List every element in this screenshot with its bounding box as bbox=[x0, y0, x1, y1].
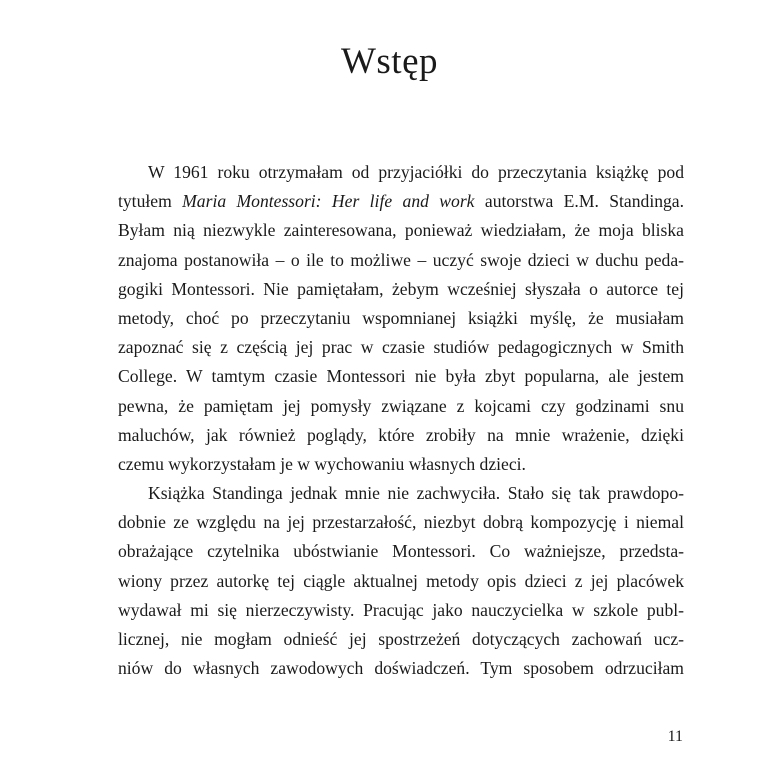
text-line: znajoma postanowiła – o ile to możliwe – uczyć swoje dzieci w duchu peda- bbox=[118, 249, 684, 270]
text-line: obrażające czytelnika ubóstwianie Montessori. Co ważniejsze, przedsta- bbox=[118, 541, 684, 562]
text-line: W 1961 roku otrzymałam od przyjaciółki do przeczytania książkę pod bbox=[148, 162, 684, 182]
paragraph-1 bbox=[88, 158, 684, 479]
text-line: wydawał mi się nierzeczywisty. Pracując jako nauczycielka w szkole publ- bbox=[118, 599, 684, 620]
text-line: dobnie ze względu na jej przestarzałość, niezbyt dobrą kompozycję i niemal bbox=[118, 512, 684, 533]
text-line: niów do własnych zawodowych doświadczeń. Tym sposobem odrzuciłam bbox=[118, 658, 684, 679]
text-line: maluchów, jak również poglądy, które zrobiły na mnie wrażenie, dzięki bbox=[118, 424, 684, 445]
text-line: Byłam nią niezwykle zainteresowana, ponieważ wiedziałam, że moja bliska bbox=[118, 220, 684, 241]
text-line: Książka Standinga jednak mnie nie zachwyciła. Stało się tak prawdopo- bbox=[148, 483, 684, 504]
text-line: pewna, że pamiętam jej pomysły związane z kojcami czy godzinami snu bbox=[118, 395, 684, 416]
paragraph-2 bbox=[88, 479, 684, 683]
text-line: gogiki Montessori. Nie pamiętałam, żebym wcześniej słyszała o autorce tej bbox=[118, 278, 684, 299]
text-line: czemu wykorzystałam je w wychowaniu własnych dzieci. bbox=[118, 453, 526, 474]
text-line: zapoznać się z częścią jej prac w czasie studiów pedagogicznych w Smith bbox=[118, 337, 684, 358]
text-line: College. W tamtym czasie Montessori nie była zbyt popularna, ale jestem bbox=[118, 366, 684, 387]
text-line: wiony przez autorkę tej ciągle aktualnej metody opis dzieci z jej placówek bbox=[118, 570, 684, 591]
page-number: 11 bbox=[667, 728, 683, 745]
book-title-italic: Maria Montessori: Her life and work bbox=[182, 191, 475, 212]
text-line: licznej, nie mogłam odnieść jej spostrzeżeń dotyczących zachowań ucz- bbox=[118, 629, 684, 649]
body-text bbox=[88, 158, 684, 683]
text-line: tytułem Maria Montessori: Her life and work autorstwa E.M. Standinga. bbox=[118, 191, 685, 212]
text-line: metody, choć po przeczytaniu wspomnianej książki myślę, że musiałam bbox=[118, 307, 684, 328]
chapter-title: Wstęp bbox=[340, 41, 439, 82]
